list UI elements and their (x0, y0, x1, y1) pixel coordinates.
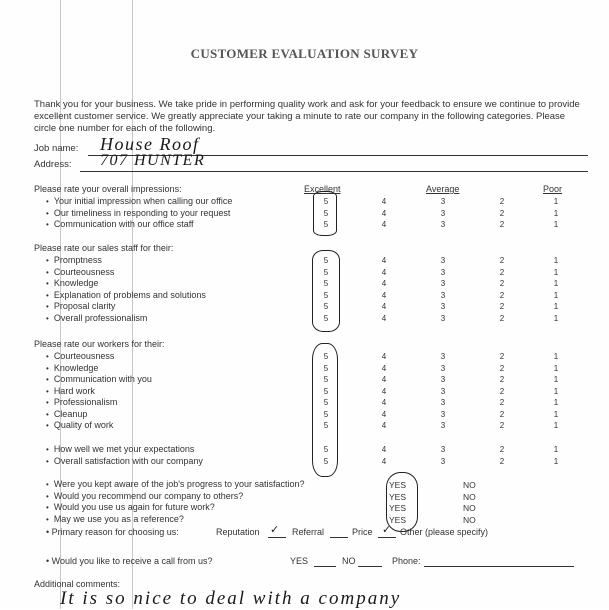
yes-option: YES (389, 480, 407, 490)
score-option: 1 (553, 208, 559, 218)
score-option: 2 (499, 409, 505, 419)
score-option: 5 (323, 313, 329, 323)
score-option: 4 (381, 267, 387, 277)
score-option: 3 (440, 267, 446, 277)
score-option: 4 (381, 457, 387, 466)
score-option: 3 (440, 220, 446, 229)
score-option: 4 (381, 290, 387, 300)
no-option: NO (463, 491, 476, 502)
score-option: 5 (323, 457, 329, 466)
score-option: 5 (323, 197, 329, 206)
score-option: 1 (553, 290, 559, 300)
rating-item: • Our timeliness in responding to your request (46, 208, 230, 218)
rating-item: • Knowledge (46, 363, 98, 373)
score-option: 3 (440, 313, 446, 323)
score-option: 3 (440, 302, 446, 311)
score-option: 1 (553, 302, 559, 311)
no-option: NO (463, 480, 476, 490)
score-option: 2 (499, 197, 505, 206)
circled-score-group (312, 343, 338, 477)
score-option: 5 (323, 363, 329, 373)
yes-no-question: • Were you kept aware of the job's progress to your satisfaction? (46, 479, 305, 489)
score-option: 3 (440, 363, 446, 373)
score-option: 3 (440, 457, 446, 466)
rating-item: • Your initial impression when calling our office (46, 196, 232, 206)
rating-item: • Communication with our office staff (46, 219, 194, 229)
score-option: 1 (553, 409, 559, 419)
address-label: Address: (34, 159, 72, 170)
rating-item: • Cleanup (46, 409, 87, 419)
callback-yes: YES (290, 556, 309, 566)
rating-item: • Communication with you (46, 374, 152, 384)
score-option: 5 (323, 267, 329, 277)
score-option: 5 (323, 398, 329, 407)
score-option: 2 (499, 208, 505, 218)
score-option: 4 (381, 197, 387, 206)
score-option: 4 (381, 302, 387, 311)
score-option: 2 (499, 256, 505, 265)
address-value: 707 HUNTER (100, 152, 206, 169)
score-option: 1 (553, 363, 559, 373)
additional-comments-label: Additional comments: (34, 579, 121, 589)
phone-label: Phone: (392, 556, 421, 566)
score-option: 5 (323, 256, 329, 265)
rating-item: • Professionalism (46, 397, 117, 407)
rating-item: • Explanation of problems and solutions (46, 290, 206, 300)
rating-item: • Quality of work (46, 420, 113, 430)
phone-line (424, 566, 574, 567)
survey-title: CUSTOMER EVALUATION SURVEY (190, 46, 419, 61)
score-option: 1 (553, 398, 559, 407)
score-option: 5 (323, 386, 329, 396)
score-option: 1 (553, 421, 559, 430)
score-option: 1 (553, 197, 559, 206)
score-option: 4 (381, 375, 387, 384)
callback-question: • Would you like to receive a call from us? (46, 556, 213, 566)
check-mark-icon: ✓ (382, 524, 392, 536)
score-option: 5 (323, 279, 329, 288)
score-option: 4 (381, 386, 387, 396)
score-option: 2 (499, 279, 505, 288)
score-option: 2 (499, 313, 505, 323)
score-option: 1 (553, 220, 559, 229)
score-option: 4 (381, 313, 387, 323)
rating-item: • Courteousness (46, 267, 114, 277)
reason-other: Other (please specify) (400, 527, 489, 537)
score-option: 1 (553, 445, 559, 454)
price-line (378, 537, 396, 538)
score-option: 5 (323, 302, 329, 311)
score-option: 2 (499, 290, 505, 300)
score-option: 2 (499, 267, 505, 277)
score-option: 3 (440, 208, 446, 218)
score-option: 3 (440, 375, 446, 384)
section-heading: Please rate our workers for their: (34, 339, 165, 349)
reason-price: Price (352, 527, 373, 537)
callback-no: NO (342, 556, 356, 566)
score-option: 3 (440, 352, 446, 361)
score-option: 4 (381, 421, 387, 430)
rating-item: • Hard work (46, 386, 95, 396)
score-option: 1 (553, 267, 559, 277)
score-option: 2 (499, 398, 505, 407)
score-option: 4 (381, 256, 387, 265)
score-option: 2 (499, 220, 505, 229)
score-option: 4 (381, 279, 387, 288)
score-option: 1 (553, 386, 559, 396)
score-option: 4 (381, 220, 387, 229)
score-option: 2 (499, 386, 505, 396)
score-option: 5 (323, 421, 329, 430)
no-option: NO (463, 514, 476, 525)
score-option: 2 (499, 445, 505, 454)
score-option: 2 (499, 352, 505, 361)
score-option: 2 (499, 421, 505, 430)
intro-text: Thank you for your business. We take pride in performing quality work and ask for your feedback to ensure we continue to provide excellent customer service. We greatly appreciate your taking a minute to rate our company in the following categories. Please circle one number for each of the following. (34, 99, 580, 134)
score-option: 2 (499, 302, 505, 311)
score-option: 4 (381, 208, 387, 218)
average-header: Average (426, 184, 460, 194)
score-option: 3 (440, 197, 446, 206)
score-option: 3 (440, 409, 446, 419)
score-option: 5 (323, 290, 329, 300)
score-option: 3 (440, 256, 446, 265)
referral-line (330, 537, 348, 538)
poor-header: Poor (543, 184, 563, 194)
score-option: 4 (381, 409, 387, 419)
check-mark-icon: ✓ (270, 524, 280, 536)
score-option: 4 (381, 398, 387, 407)
score-option: 1 (553, 313, 559, 323)
score-option: 5 (323, 375, 329, 384)
circled-score-group (313, 191, 337, 236)
address-line (80, 171, 588, 172)
score-option: 4 (381, 363, 387, 373)
score-option: 5 (323, 409, 329, 419)
score-option: 4 (381, 352, 387, 361)
section-heading: Please rate your overall impressions: (34, 184, 182, 194)
rating-item: • Promptness (46, 255, 102, 265)
rating-item: • How well we met your expectations (46, 444, 194, 454)
rating-item: • Proposal clarity (46, 301, 115, 311)
score-option: 5 (323, 208, 329, 218)
score-option: 3 (440, 279, 446, 288)
score-option: 3 (440, 398, 446, 407)
reason-reputation: Reputation (216, 527, 260, 537)
callback-no-line (358, 566, 382, 567)
score-option: 3 (440, 421, 446, 430)
yes-option: YES (389, 503, 407, 513)
rating-item: • Knowledge (46, 278, 98, 288)
score-option: 3 (440, 445, 446, 454)
score-option: 1 (553, 256, 559, 265)
yes-option: YES (389, 514, 407, 525)
score-option: 3 (440, 290, 446, 300)
comment-handwritten: It is so nice to deal with a company (60, 588, 402, 609)
score-option: 3 (440, 386, 446, 396)
score-option: 5 (323, 445, 329, 454)
primary-reason-label: • Primary reason for choosing us: (46, 527, 179, 537)
callback-yes-line (314, 566, 336, 567)
score-option: 2 (499, 457, 505, 466)
rating-item: • Overall professionalism (46, 313, 147, 323)
score-option: 5 (323, 220, 329, 229)
excellent-header: Excellent (304, 184, 341, 194)
yes-option: YES (389, 491, 407, 502)
score-option: 1 (553, 457, 559, 466)
job-name-label: Job name: (34, 143, 79, 154)
score-option: 4 (381, 445, 387, 454)
score-option: 1 (553, 352, 559, 361)
section-heading: Please rate our sales staff for their: (34, 243, 174, 253)
score-option: 5 (323, 352, 329, 361)
yes-no-question: • Would you use us again for future work? (46, 502, 215, 512)
rating-item: • Overall satisfaction with our company (46, 456, 203, 466)
circled-score-group (312, 250, 340, 332)
yes-no-question: • May we use you as a reference? (46, 514, 184, 524)
job-name-value: House Roof (100, 134, 200, 154)
score-option: 2 (499, 375, 505, 384)
score-option: 1 (553, 279, 559, 288)
score-option: 2 (499, 363, 505, 373)
rating-item: • Courteousness (46, 351, 114, 361)
reputation-line (268, 537, 286, 538)
yes-no-question: • Would you recommend our company to others? (46, 491, 243, 501)
reason-referral: Referral (292, 527, 325, 537)
score-option: 1 (553, 375, 559, 384)
no-option: NO (463, 503, 476, 513)
